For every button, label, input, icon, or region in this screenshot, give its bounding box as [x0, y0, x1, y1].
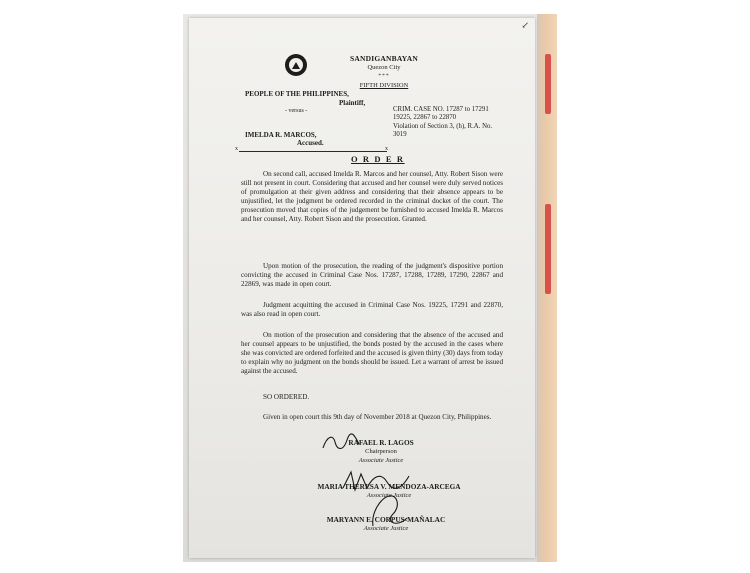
case-line-3: Violation of Section 3, (h), R.A. No.	[393, 122, 493, 130]
red-strip-bottom	[545, 204, 551, 294]
rule-mark-left: x	[235, 146, 238, 152]
court-seal-icon	[285, 54, 307, 76]
case-details	[393, 106, 513, 140]
signatory-title: Associate Justice	[366, 492, 412, 499]
paragraph-bonds-forfeited: On motion of the prosecution and considering that the absence of the accused and her counsel appears to be unjustified, the bonds posted by the accused in the cases where she was convicted are ordered forfeited and the accused is given thirty (30) days from today to explain why no judgment on the bonds should be issued. Let a warrant of arrest be issued against the accused.	[241, 331, 503, 375]
document-photo	[183, 14, 557, 562]
court-header	[339, 54, 429, 90]
paragraph-given-in-court: Given in open court this 9th day of November 2018 at Quezon City, Philippines.	[263, 413, 492, 421]
signatory-title: Associate Justice	[363, 525, 409, 532]
court-order-page	[189, 18, 535, 558]
case-line-1: CRIM. CASE NO. 17287 to 17291	[393, 106, 489, 113]
paragraph-second-call: On second call, accused Imelda R. Marcos and her counsel, Atty. Robert Sison were still not present in court. Considering that accused and her counsel were duly served notices of promulgation at their given address and considering that their absence appears to be unjustified, let the judgment be ordered recorded in the criminal docket of the court. The prosecution moved that copies of the judgement be furnished to accused Imelda R. Marcos and her counsel, Atty. Robert Sison and the prosecution. Granted.	[241, 170, 503, 223]
signatory-title: Associate Justice	[358, 457, 404, 464]
case-line-4: 3019	[393, 131, 407, 139]
paragraph-conviction: Upon motion of the prosecution, the reading of the judgment's dispositive portion convicting the accused in Criminal Case Nos. 17287, 17288, 17289, 17290, 22867 and 22869, was made in open court.	[241, 262, 503, 288]
order-title: O R D E R	[351, 154, 405, 164]
court-city: Quezon City	[367, 64, 401, 71]
signatory-name: MARYANN E. CORPUS-MAÑALAC	[326, 515, 446, 524]
accused-name: IMELDA R. MARCOS,	[245, 131, 317, 139]
court-name: SANDIGANBAYAN	[350, 54, 418, 63]
divider-line	[239, 151, 387, 152]
photo-background-edge	[537, 14, 557, 562]
accused-role: Accused.	[297, 139, 324, 147]
signatory-corpus-manalac	[301, 515, 471, 533]
signatory-name: MARIA THERESA V. MENDOZA-ARCEGA	[317, 482, 461, 491]
signatory-title: Chairperson	[365, 448, 397, 455]
signatory-lagos	[321, 438, 441, 465]
court-stars: ***	[378, 73, 390, 79]
paragraph-so-ordered: SO ORDERED.	[263, 393, 310, 401]
paragraph-acquittal: Judgment acquitting the accused in Criminal Case Nos. 19225, 17291 and 22870, was also read in open court.	[241, 301, 503, 318]
plaintiff-role: Plaintiff,	[339, 99, 366, 107]
versus-label: - versus -	[285, 108, 308, 114]
red-strip-top	[545, 54, 551, 114]
rule-mark-right: x	[385, 146, 388, 152]
signatory-name: RAFAEL R. LAGOS	[348, 438, 414, 447]
corner-mark: ↙	[521, 20, 529, 30]
plaintiff-name: PEOPLE OF THE PHILIPPINES,	[245, 90, 349, 98]
case-line-2: 19225, 22867 to 22870	[393, 114, 457, 122]
court-division: FIFTH DIVISION	[359, 82, 409, 89]
